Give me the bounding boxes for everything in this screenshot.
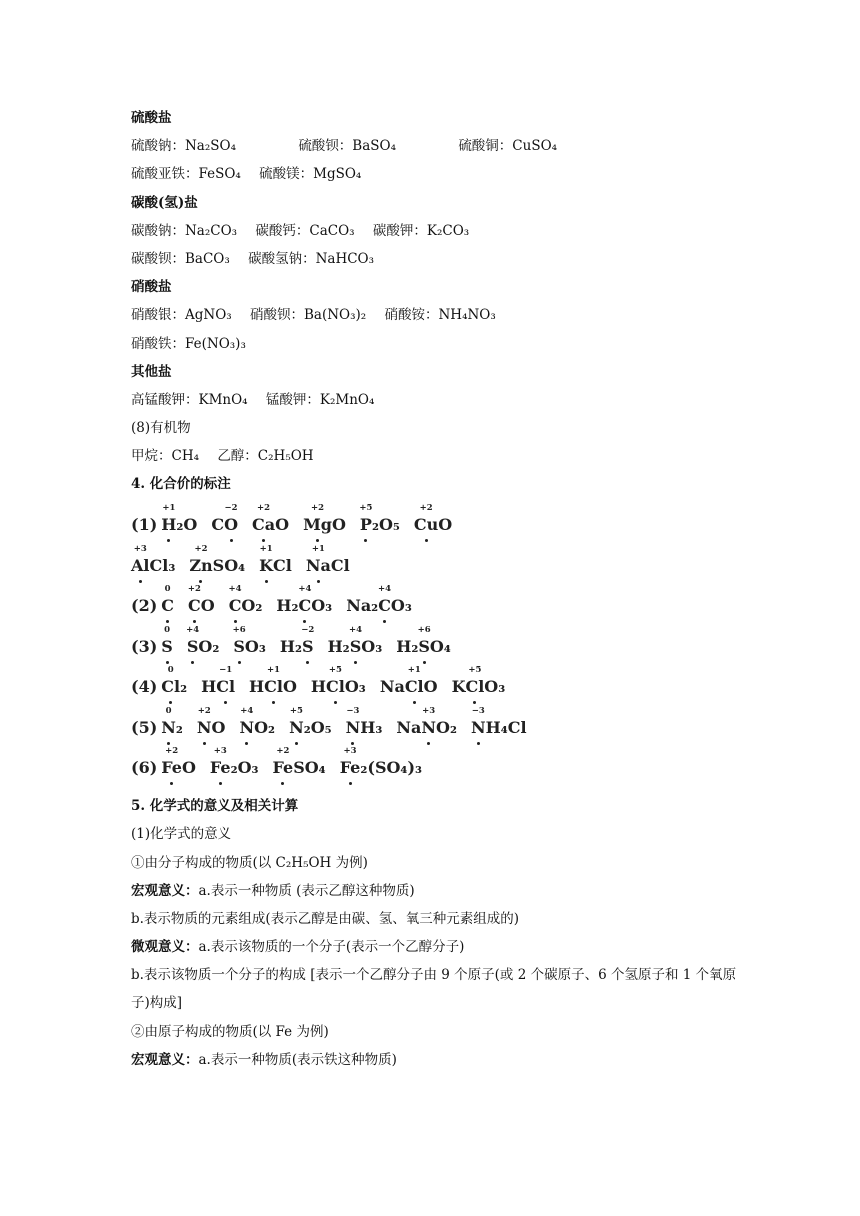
formula-part: ₂(SO₄)₃ xyxy=(360,758,423,778)
valence-element: −3 N xyxy=(471,718,486,737)
valence-compound xyxy=(273,758,326,786)
valence-compound xyxy=(161,758,196,786)
valence-row xyxy=(131,746,751,787)
nitrates-row-2 xyxy=(131,330,751,358)
valence-element: −1 Cl xyxy=(216,677,235,696)
formula-part: H xyxy=(249,677,265,697)
valence-element: +4 C xyxy=(229,596,242,615)
valence-element: +2 N xyxy=(197,718,212,737)
formula-part: H₄Cl xyxy=(485,717,527,737)
valence-element: +5 N xyxy=(289,718,304,737)
carbonates-heading: 碳酸(氢)盐 xyxy=(131,194,198,211)
document-content xyxy=(131,104,751,1074)
valence-element: +3 Fe xyxy=(340,758,361,777)
potassium-permanganate: 高锰酸钾：KMnO₄ xyxy=(131,391,248,408)
formula-part: SO₄ xyxy=(212,555,246,575)
valence-compound xyxy=(161,637,173,665)
formula-part: O₂ xyxy=(241,596,263,616)
valence-row-label: (6) xyxy=(131,758,158,778)
formula-part: O₂ xyxy=(436,717,457,737)
formula-part: O₄ xyxy=(429,636,451,656)
calcium-carbonate: 碳酸钙：CaCO₃ xyxy=(255,222,355,239)
other-salts-row-1 xyxy=(131,386,751,414)
formula-part: Cl₃ xyxy=(149,555,176,575)
valence-element: +4 S xyxy=(187,637,199,656)
formula-part: C xyxy=(211,515,225,535)
valence-row-label: (2) xyxy=(131,596,158,616)
potassium-carbonate: 碳酸钾：K₂CO₃ xyxy=(372,222,470,239)
section-5-sub-1: (1)化学式的意义 xyxy=(131,826,232,843)
formula-part: ₂O₅ xyxy=(371,515,400,535)
barium-nitrate: 硝酸钡：Ba(NO₃)₂ xyxy=(249,307,367,324)
formula-part: Na₂ xyxy=(346,596,379,616)
valence-compound xyxy=(252,515,289,543)
valence-element: +3 Al xyxy=(131,556,150,575)
valence-compound xyxy=(396,718,457,746)
macro2-a-text: a.表示一种物质(表示铁这种物质) xyxy=(198,1051,397,1068)
valence-compound xyxy=(197,718,226,746)
micro-label: 微观意义： xyxy=(131,939,199,956)
valence-compound xyxy=(201,677,235,705)
valence-compound xyxy=(396,637,451,665)
formula-part: H₂ xyxy=(327,636,350,656)
valence-element: +4 N xyxy=(239,718,254,737)
case-1-molecular: ①由分子构成的物质(以 C₂H₅OH 为例) xyxy=(131,854,368,871)
valence-element: +2 Cu xyxy=(414,515,438,534)
valence-compound xyxy=(289,718,332,746)
valence-element: +2 Ca xyxy=(252,515,275,534)
valence-notation-figure xyxy=(131,503,751,787)
valence-element: +1 Na xyxy=(306,556,331,575)
valence-element: 0 C xyxy=(161,596,174,615)
valence-compound xyxy=(328,637,383,665)
sodium-bicarbonate: 碳酸氢钠：NaHCO₃ xyxy=(248,250,375,267)
formula-part: O₂ xyxy=(198,636,220,656)
magnesium-sulfate: 硫酸镁：MgSO₄ xyxy=(259,166,362,183)
valence-row xyxy=(131,665,751,706)
sodium-sulfate: 硫酸钠：Na₂SO₄ xyxy=(131,138,237,155)
valence-row xyxy=(131,503,751,544)
copper-sulfate: 硫酸铜：CuSO₄ xyxy=(458,138,558,155)
micro-meaning-a xyxy=(131,933,751,961)
valence-compound xyxy=(303,515,346,543)
valence-compound xyxy=(249,677,297,705)
valence-compound xyxy=(346,596,412,624)
formula-part: O xyxy=(331,515,346,535)
valence-compound xyxy=(187,637,220,665)
formula-part: SO₄ xyxy=(293,758,326,778)
organics-heading: (8)有机物 xyxy=(131,420,191,437)
valence-element: +6 S xyxy=(233,637,245,656)
valence-element: +5 P xyxy=(360,515,372,534)
formula-part: H₂ xyxy=(396,636,419,656)
valence-compound xyxy=(233,637,266,665)
formula-part: H₂ xyxy=(279,636,302,656)
macro-label: 宏观意义： xyxy=(131,882,199,899)
methane: 甲烷：CH₄ xyxy=(131,448,200,465)
valence-row-label: (3) xyxy=(131,636,158,656)
valence-compound xyxy=(229,596,263,624)
potassium-manganate: 锰酸钾：K₂MnO₄ xyxy=(265,391,375,408)
micro-a-text: a.表示该物质的一个分子(表示一个乙醇分子) xyxy=(198,939,465,956)
valence-compound xyxy=(276,596,332,624)
valence-element: 0 N xyxy=(161,718,176,737)
valence-element: +2 Zn xyxy=(189,556,212,575)
valence-compound xyxy=(210,758,259,786)
iron-nitrate: 硝酸铁：Fe(NO₃)₃ xyxy=(131,335,246,352)
formula-part: H₂ xyxy=(276,596,299,616)
valence-element: +2 Fe xyxy=(161,758,182,777)
formula-part: O xyxy=(282,677,297,697)
valence-compound xyxy=(360,515,400,543)
valence-element: +2 Fe xyxy=(273,758,294,777)
formula-part: Na xyxy=(379,677,405,697)
formula-part: O xyxy=(438,515,453,535)
valence-row-label: (1) xyxy=(131,515,158,535)
formula-part: O₂ xyxy=(254,717,276,737)
formula-part: O₃ xyxy=(390,596,412,616)
valence-element: +2 Mg xyxy=(303,515,332,534)
valence-element: +1 Cl xyxy=(405,677,424,696)
macro-meaning-a xyxy=(131,877,751,905)
formula-part: H xyxy=(201,677,217,697)
valence-row-label: (5) xyxy=(131,717,158,737)
ammonium-nitrate: 硝酸铵：NH₄NO₃ xyxy=(384,307,496,324)
formula-part: O xyxy=(275,515,290,535)
macro-meaning-2a xyxy=(131,1046,751,1074)
formula-part: O xyxy=(181,758,196,778)
valence-compound xyxy=(306,556,350,584)
formula-part: O₃ xyxy=(344,677,366,697)
valence-row-label: (4) xyxy=(131,677,158,697)
valence-compound xyxy=(340,758,422,786)
organics-row-1 xyxy=(131,442,751,470)
valence-element: 0 S xyxy=(161,637,173,656)
macro-a-text: a.表示一种物质 (表示乙醇这种物质) xyxy=(198,882,415,899)
valence-compound xyxy=(311,677,366,705)
ethanol: 乙醇：C₂H₅OH xyxy=(217,448,314,465)
silver-nitrate: 硝酸银：AgNO₃ xyxy=(131,307,232,324)
formula-part: O₃ xyxy=(484,677,506,697)
valence-compound xyxy=(414,515,452,543)
valence-element: −2 O xyxy=(224,515,238,534)
formula-part: H xyxy=(310,677,327,697)
carbonates-row-1 xyxy=(131,217,751,245)
nitrates-heading: 硝酸盐 xyxy=(131,279,172,296)
valence-element: +2 C xyxy=(188,596,201,615)
valence-compound xyxy=(280,637,314,665)
valence-row xyxy=(131,624,751,665)
valence-compound xyxy=(189,556,245,584)
formula-part: ₂O₃ xyxy=(230,758,259,778)
formula-part: K xyxy=(451,677,466,697)
sodium-carbonate: 碳酸钠：Na₂CO₃ xyxy=(131,222,238,239)
carbonates-row-2 xyxy=(131,245,751,273)
valence-element: +5 Cl xyxy=(326,677,345,696)
formula-part: H₃ xyxy=(360,717,383,737)
barium-carbonate: 碳酸钡：BaCO₃ xyxy=(131,250,230,267)
valence-element: +3 N xyxy=(421,718,436,737)
valence-compound xyxy=(380,677,438,705)
formula-part: O xyxy=(423,677,438,697)
nitrates-row-1 xyxy=(131,301,751,329)
barium-sulfate: 硫酸钡：BaSO₄ xyxy=(298,138,397,155)
valence-element: −3 N xyxy=(346,718,361,737)
valence-compound xyxy=(161,677,187,705)
valence-element: −2 S xyxy=(302,637,314,656)
valence-compound xyxy=(131,556,175,584)
valence-compound xyxy=(188,596,215,624)
valence-element: +4 S xyxy=(350,637,362,656)
formula-part: O xyxy=(211,717,226,737)
formula-part: ₂O₅ xyxy=(303,717,332,737)
valence-element: +3 Fe xyxy=(210,758,231,777)
section-5-heading: 5. 化学式的意义及相关计算 xyxy=(131,798,299,815)
valence-row xyxy=(131,543,751,584)
case-2-atomic: ②由原子构成的物质(以 Fe 为例) xyxy=(131,1023,329,1040)
valence-compound xyxy=(161,596,174,624)
other-salts-heading: 其他盐 xyxy=(131,363,172,380)
sulfates-heading: 硫酸盐 xyxy=(131,110,172,126)
valence-compound xyxy=(239,718,275,746)
valence-compound xyxy=(161,515,197,543)
macro-meaning-b: b.表示物质的元素组成(表示乙醇是由碳、氢、氧三种元素组成的) xyxy=(131,910,519,927)
formula-part: Cl xyxy=(273,555,292,575)
valence-row xyxy=(131,705,751,746)
macro2-label: 宏观意义： xyxy=(131,1051,199,1068)
formula-part: O₃ xyxy=(361,636,383,656)
valence-element: +5 Cl xyxy=(465,677,484,696)
valence-element: +1 Cl xyxy=(264,677,283,696)
valence-element: 0 Cl xyxy=(161,677,180,696)
valence-element: +4 C xyxy=(378,596,391,615)
sulfates-row-2 xyxy=(131,160,751,188)
valence-compound xyxy=(259,556,292,584)
valence-compound xyxy=(471,718,527,746)
valence-element: +1 H xyxy=(161,515,176,534)
micro-meaning-b: b.表示该物质一个分子的构成 [表示一个乙醇分子由 9 个原子(或 2 个碳原子、6 个氢原子和 1 个氧原子)构成] xyxy=(131,967,737,1012)
valence-compound xyxy=(211,515,238,543)
formula-part: O₃ xyxy=(311,596,333,616)
valence-element: +4 C xyxy=(299,596,312,615)
valence-element: +1 K xyxy=(259,556,273,575)
formula-part: ₂O xyxy=(176,515,198,535)
valence-row xyxy=(131,584,751,625)
formula-part: Na xyxy=(396,717,422,737)
ferrous-sulfate: 硫酸亚铁：FeSO₄ xyxy=(131,166,241,183)
section-4-heading: 4. 化合价的标注 xyxy=(131,476,231,493)
formula-part: ₂ xyxy=(175,717,183,737)
valence-compound xyxy=(452,677,506,705)
formula-part: O xyxy=(200,596,215,616)
formula-part: Cl xyxy=(330,555,350,575)
valence-element: +6 S xyxy=(418,637,430,656)
formula-part: ₂ xyxy=(180,677,188,697)
sulfates-row-1 xyxy=(131,132,751,160)
formula-part: O₃ xyxy=(244,636,266,656)
valence-compound xyxy=(161,718,183,746)
valence-compound xyxy=(346,718,383,746)
